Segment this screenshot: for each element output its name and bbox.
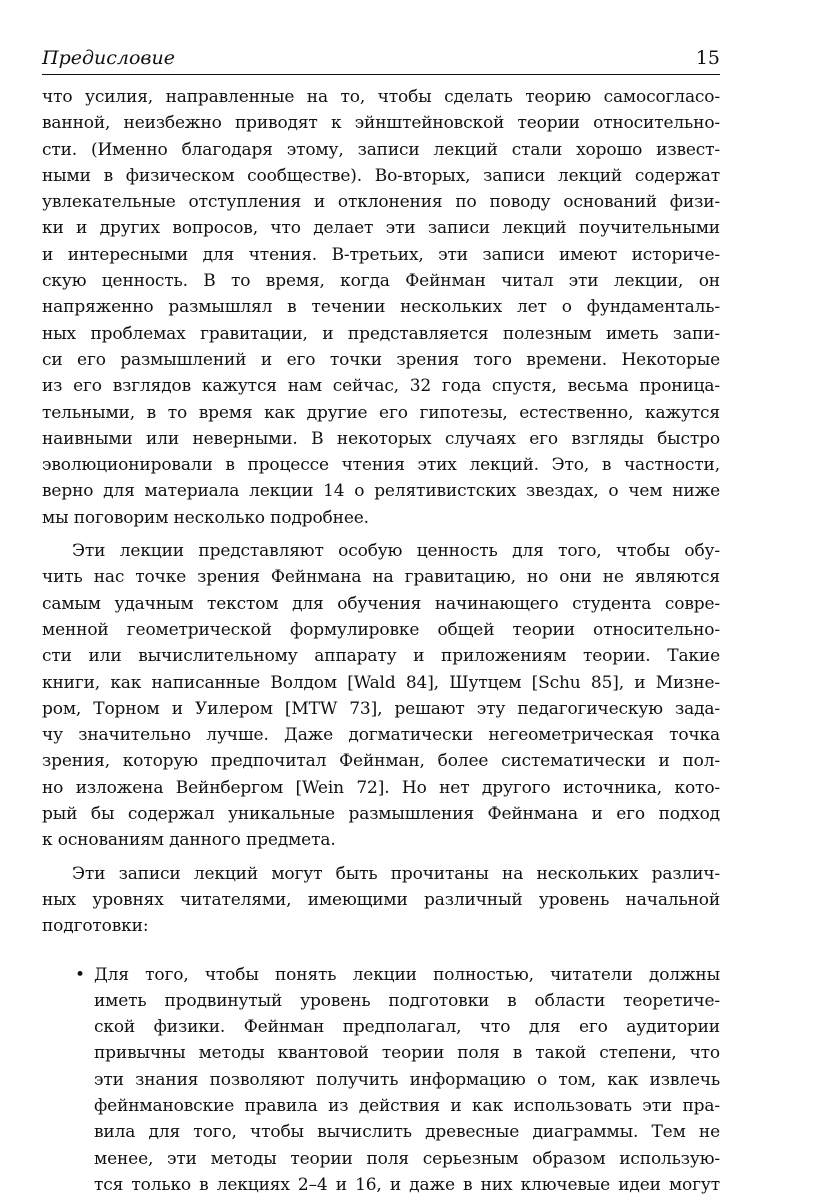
bullet-dot-icon: •	[75, 964, 85, 985]
text-line: си его размышлений и его точки зрения того времени. Некоторые	[42, 349, 720, 370]
bullet-item	[42, 962, 720, 1199]
body-text	[42, 84, 720, 1198]
chapter-title: Предисловие	[42, 47, 175, 69]
text-line: ванной, неизбежно приводят к эйнштейновской теории относительно-	[42, 113, 720, 134]
text-line: ными в физическом сообществе). Во-вторых, записи лекций содержат	[42, 165, 720, 186]
text-line: мы поговорим несколько подробнее.	[42, 507, 369, 528]
header-rule	[42, 74, 720, 75]
text-line: эти знания позволяют получить информацию о том, как извлечь	[94, 1069, 720, 1090]
text-line: привычны методы квантовой теории поля в такой степени, что	[94, 1043, 720, 1064]
text-line: тся только в лекциях 2–4 и 16, и даже в них ключевые идеи могут	[94, 1174, 720, 1195]
text-line: верно для материала лекции 14 о релятивистских звездах, о чем ниже	[42, 481, 720, 502]
text-line: эволюционировали в процессе чтения этих лекций. Это, в частности,	[42, 455, 720, 476]
text-line: чить нас точке зрения Фейнмана на гравитацию, но они не являются	[42, 567, 720, 588]
text-line: ки и других вопросов, что делает эти записи лекций поучительными	[42, 218, 720, 239]
text-line: сти или вычислительному аппарату и приложениям теории. Такие	[42, 646, 720, 667]
text-line: увлекательные отступления и отклонения по поводу оснований физи-	[42, 192, 720, 213]
text-line: Эти лекции представляют особую ценность для того, чтобы обу-	[72, 541, 720, 562]
page-number: 15	[695, 47, 720, 69]
text-line: ской физики. Фейнман предполагал, что для его аудитории	[94, 1017, 720, 1038]
text-line: напряженно размышлял в течении нескольких лет о фундаменталь-	[42, 297, 720, 318]
text-line: рый бы содержал уникальные размышления Фейнмана и его подход	[42, 804, 720, 825]
text-line: менее, эти методы теории поля серьезным образом использую-	[94, 1148, 720, 1169]
text-line: чу значительно лучше. Даже догматически негеометрическая точка	[42, 725, 720, 746]
text-line: самым удачным текстом для обучения начинающего студента совре-	[42, 593, 720, 614]
paragraph-1	[42, 84, 720, 531]
text-line: ных проблемах гравитации, и представляется полезным иметь запи-	[42, 323, 720, 344]
paragraph-gap	[42, 531, 720, 538]
list-gap	[42, 940, 720, 962]
text-line: ных уровнях читателями, имеющими различный уровень начальной	[42, 889, 720, 910]
text-line: ром, Торном и Уилером [MTW 73], решают эту педагогическую зада-	[42, 698, 720, 719]
text-line: скую ценность. В то время, когда Фейнман читал эти лекции, он	[42, 271, 720, 292]
text-line: вила для того, чтобы вычислить древесные диаграммы. Тем не	[94, 1122, 720, 1143]
text-line: тельными, в то время как другие его гипотезы, естественно, кажутся	[42, 402, 720, 423]
paragraph-3	[42, 861, 720, 940]
text-line: зрения, которую предпочитал Фейнман, более систематически и пол-	[42, 751, 720, 772]
text-line: и интересными для чтения. В-третьих, эти записи имеют историче-	[42, 244, 720, 265]
text-line: что усилия, направленные на то, чтобы сделать теорию самосогласо-	[42, 87, 720, 107]
text-line: к основаниям данного предмета.	[42, 830, 336, 851]
text-line: Для того, чтобы понять лекции полностью, читатели должны	[94, 964, 720, 985]
text-line: из его взглядов кажутся нам сейчас, 32 года спустя, весьма проница-	[42, 376, 720, 397]
paragraph-gap	[42, 854, 720, 861]
text-line: сти. (Именно благодаря этому, записи лекций стали хорошо извест-	[42, 139, 720, 160]
text-line: книги, как написанные Волдом [Wald 84], Шутцем [Schu 85], и Мизне-	[42, 672, 720, 693]
text-line: Эти записи лекций могут быть прочитаны на нескольких различ-	[72, 863, 720, 884]
text-line: подготовки:	[42, 916, 149, 937]
running-header	[42, 44, 720, 72]
text-line: менной геометрической формулировке общей теории относительно-	[42, 619, 720, 640]
text-line: фейнмановские правила из действия и как использовать эти пра-	[94, 1095, 720, 1116]
text-line: но изложена Вейнбергом [Wein 72]. Но нет другого источника, кото-	[42, 777, 720, 798]
text-line: иметь продвинутый уровень подготовки в области теоретиче-	[94, 990, 720, 1011]
paragraph-2	[42, 538, 720, 854]
text-line: наивными или неверными. В некоторых случаях его взгляды быстро	[42, 428, 720, 449]
